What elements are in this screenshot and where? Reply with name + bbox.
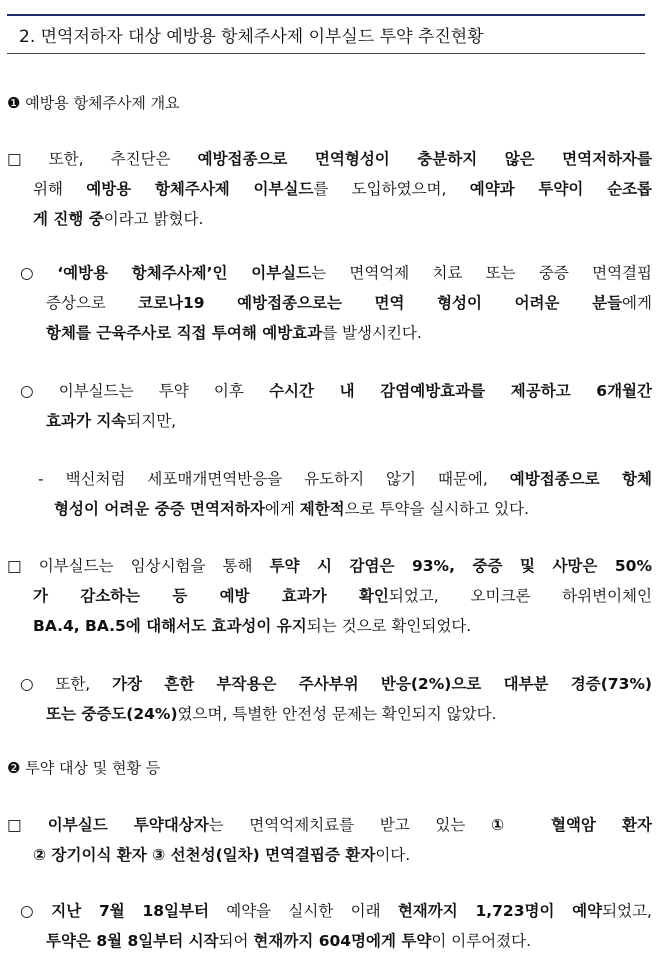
- text-run: 에게: [264, 500, 300, 518]
- paragraph: [20, 896, 652, 956]
- paragraph: [7, 551, 652, 641]
- text-run: 이부실드는 임상시험을 통해: [21, 557, 270, 575]
- bold-text-run: 예방용 항체주사제 이부실드: [86, 180, 314, 198]
- bold-text-run: 제한적: [299, 500, 345, 518]
- text-line: [7, 174, 652, 204]
- text-line: [34, 264, 652, 282]
- paragraph: [20, 376, 652, 436]
- text-line: [7, 581, 652, 611]
- section-title: 2. 면역저하자 대상 예방용 항체주사제 이부실드 투약 추진현황: [19, 27, 484, 47]
- text-run: 였으며, 특별한 안전성 문제는 확인되지 않았다.: [177, 705, 497, 723]
- bold-text-run: 형성이 어려운 중증 면역저하자: [54, 500, 265, 518]
- text-run: 예약을 실시한 이래: [208, 902, 398, 920]
- bold-text-run: 가 감소하는 등 예방 효과가 확인: [33, 587, 389, 605]
- bold-text-run: BA.4, BA.5에 대해서도 효과성이 유지: [33, 617, 307, 635]
- text-run: 되지만,: [126, 412, 177, 430]
- bold-text-run: ② 장기이식 환자 ③ 선천성(일차) 면역결핍증 환자: [33, 846, 376, 864]
- bold-text-run: 이부실드 투약대상자: [21, 816, 209, 834]
- bold-text-run: 지난 7월 18일부터: [33, 902, 209, 920]
- circle-bullet-icon: ○: [20, 264, 34, 282]
- text-line: [7, 204, 652, 234]
- text-run: 되는 것으로 확인되었다.: [306, 617, 472, 635]
- section1-heading: ❶ 예방용 항체주사제 개요: [7, 94, 180, 112]
- text-run: 되었고, 오미크론 하위변이체인: [388, 587, 652, 605]
- text-line: [34, 675, 652, 693]
- text-line: [20, 406, 652, 436]
- bold-text-run: 예방접종으로 면역형성이 충분하지 않은 면역저하자를: [197, 150, 653, 168]
- text-line: [22, 150, 652, 168]
- section-title-box: [7, 14, 645, 54]
- text-run: 위해: [33, 180, 87, 198]
- text-run: 는 면역억제치료를 받고 있는: [208, 816, 491, 834]
- paragraph: [20, 669, 652, 729]
- bold-text-run: 또는 중증도(24%): [46, 705, 178, 723]
- bold-text-run: 수시간 내 감염예방효과를 제공하고 6개월간: [269, 382, 653, 400]
- text-run: 에게: [622, 294, 652, 312]
- bold-text-run: ‘예방용 항체주사제’인 이부실드: [33, 264, 312, 282]
- text-run: 또한,: [33, 675, 113, 693]
- section2-heading: ❷ 투약 대상 및 현황 등: [7, 759, 161, 777]
- text-run: 또한, 추진단은: [21, 150, 198, 168]
- text-run: 되어: [218, 932, 254, 950]
- text-line: [20, 926, 652, 956]
- bold-text-run: 가장 흔한 부작용은 주사부위 반응(2%)으로 대부분 경증(73%): [112, 675, 652, 693]
- paragraph: [20, 258, 652, 348]
- text-line: [22, 557, 652, 575]
- circle-bullet-icon: ○: [20, 902, 34, 920]
- text-line: [34, 382, 652, 400]
- text-run: 이라고 밝혔다.: [103, 210, 204, 228]
- circle-bullet-icon: ○: [20, 675, 34, 693]
- bold-text-run: 예약과 투약이 순조롭: [469, 180, 652, 198]
- bold-text-run: 게 진행 중: [33, 210, 104, 228]
- bold-text-run: 현재까지 604명에게 투약: [253, 932, 432, 950]
- bold-text-run: 현재까지 1,723명이 예약: [397, 902, 603, 920]
- text-run: 으로 투약을 실시하고 있다.: [344, 500, 530, 518]
- text-run: 되었고,: [602, 902, 652, 920]
- text-run: 는 면역억제 치료 또는 중증 면역결핍: [311, 264, 652, 282]
- text-run: 증상으로: [46, 294, 139, 312]
- paragraph: [7, 144, 652, 234]
- text-line: [44, 470, 652, 488]
- bold-text-run: 효과가 지속: [46, 412, 127, 430]
- circle-bullet-icon: ○: [20, 382, 34, 400]
- text-run: 이다.: [375, 846, 411, 864]
- bold-text-run: ① 혈액암 환자: [491, 816, 652, 834]
- text-run: 이부실드는 투약 이후: [33, 382, 270, 400]
- paragraph: [7, 810, 652, 870]
- square-bullet-icon: □: [7, 150, 22, 168]
- paragraph: [38, 464, 652, 524]
- text-line: [20, 318, 652, 348]
- square-bullet-icon: □: [7, 557, 22, 575]
- text-line: [7, 611, 652, 641]
- dash-bullet-icon: -: [38, 470, 44, 488]
- text-run: 이 이루어졌다.: [431, 932, 532, 950]
- bold-text-run: 투약은 8월 8일부터 시작: [46, 932, 219, 950]
- bold-text-run: 예방접종으로 항체: [509, 470, 652, 488]
- text-line: [34, 902, 652, 920]
- bold-text-run: 코로나19 예방접종으로는 면역 형성이 어려운 분들: [138, 294, 623, 312]
- square-bullet-icon: □: [7, 816, 22, 834]
- text-line: [38, 494, 652, 524]
- text-run: 백신처럼 세포매개면역반응을 유도하지 않기 때문에,: [43, 470, 510, 488]
- text-run: 를 도입하였으며,: [313, 180, 470, 198]
- text-line: [20, 699, 652, 729]
- bold-text-run: 투약 시 감염은 93%, 중증 및 사망은 50%: [269, 557, 652, 575]
- text-line: [22, 816, 652, 834]
- text-line: [20, 288, 652, 318]
- bold-text-run: 항체를 근육주사로 직접 투여해 예방효과: [46, 324, 323, 342]
- text-run: 를 발생시킨다.: [322, 324, 422, 342]
- text-line: [7, 840, 652, 870]
